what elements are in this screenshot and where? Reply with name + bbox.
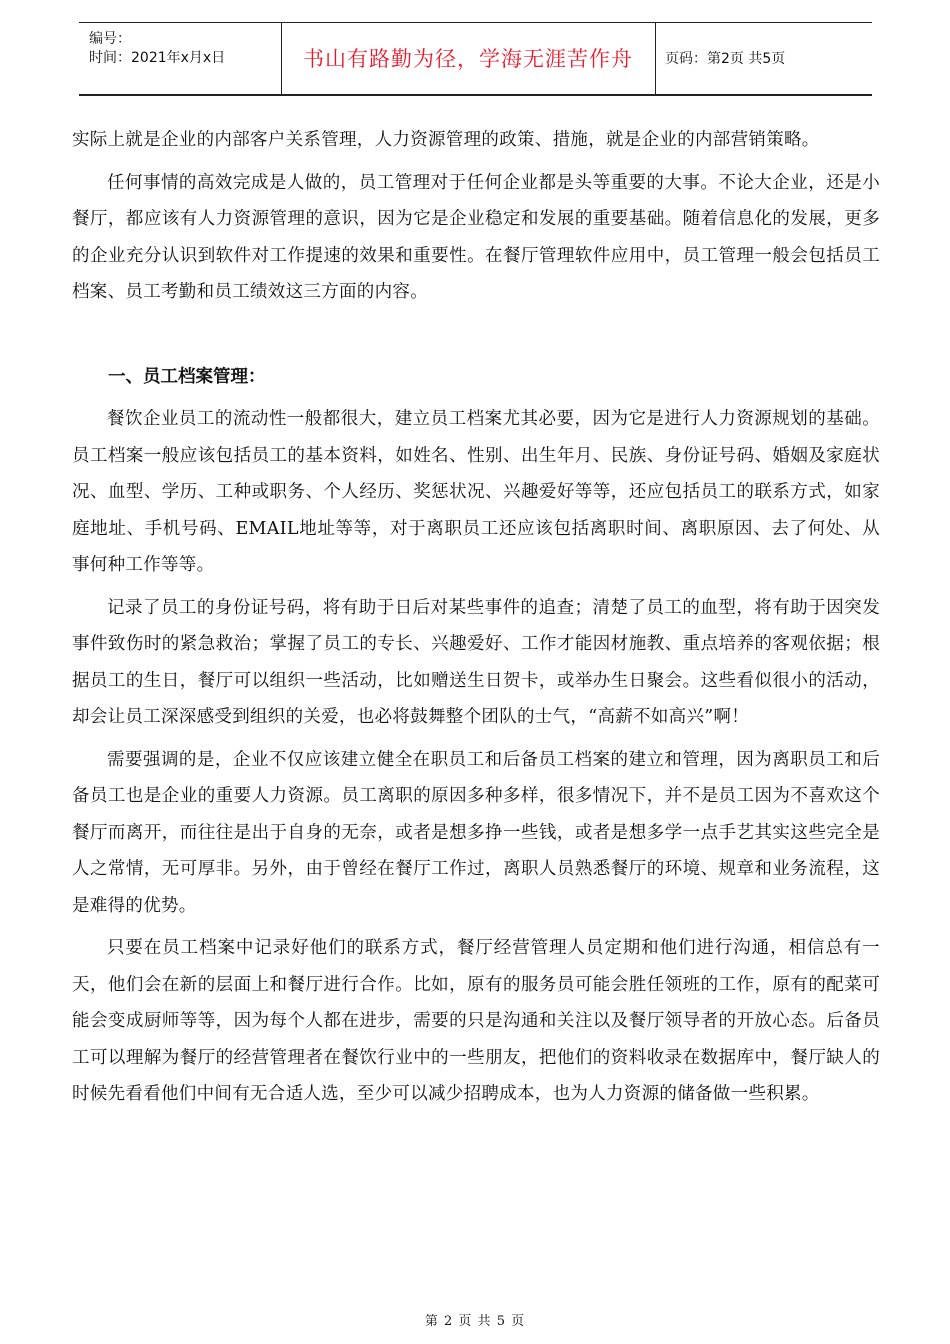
- document-number-label: 编号：: [89, 31, 131, 47]
- page-header: [79, 22, 872, 96]
- paragraph-contact-records: 只要在员工档案中记录好他们的联系方式，餐厅经营管理人员定期和他们进行沟通，相信总有一天，他们会在新的层面上和餐厅进行合作。比如，原有的服务员可能会胜任领班的工作，原有的配菜可能会变成厨师等等，因为每个人都在进步，需要的只是沟通和关注以及餐厅领导者的开放心态。后备员工可以理解为餐厅的经营管理者在餐饮行业中的一些朋友，把他们的资料收录在数据库中，餐厅缺人的时候先看看他们中间有无合适人选，至少可以减少招聘成本，也为人力资源的储备做一些积累。: [72, 938, 880, 1104]
- header-bottom-rule: [79, 94, 872, 96]
- paragraph-archive-contents: 餐饮企业员工的流动性一般都很大，建立员工档案尤其必要，因为它是进行人力资源规划的基础。员工档案一般应该包括员工的基本资料，如姓名、性别、出生年月、民族、身份证号码、婚姻及家庭状况、血型、学历、工种或职务、个人经历、奖惩状况、兴趣爱好等等，还应包括员工的联系方式，如家庭地址、手机号码、EMAIL地址等等，对于离职员工还应该包括离职时间、离职原因、去了何处、从事何种工作等等。: [72, 409, 880, 575]
- document-body: [72, 122, 880, 1113]
- section-heading: 一、员工档案管理：: [108, 366, 266, 387]
- paragraph-intro: 任何事情的高效完成是人做的，员工管理对于任何企业都是头等重要的大事。不论大企业，还是小餐厅，都应该有人力资源管理的意识，因为它是企业稳定和发展的重要基础。随着信息化的发展，更多的企业充分认识到软件对工作提速的效果和重要性。在餐厅管理软件应用中，员工管理一般会包括员工档案、员工考勤和员工绩效这三方面的内容。: [72, 172, 880, 302]
- header-page-info: 页码：第2页 共5页: [665, 51, 786, 67]
- page-footer: 第 2 页 共 5 页: [424, 1314, 526, 1329]
- header-motto: 书山有路勤为径，学海无涯苦作舟: [303, 47, 633, 71]
- header-meta: [89, 30, 281, 68]
- paragraph-continued: 实际上就是企业的内部客户关系管理，人力资源管理的政策、措施，就是企业的内部营销策略。: [72, 130, 820, 150]
- paragraph-former-staff: 需要强调的是，企业不仅应该建立健全在职员工和后备员工档案的建立和管理，因为离职员工和后备员工也是企业的重要人力资源。员工离职的原因多种多样，很多情况下，并不是员工因为不喜欢这个餐厅而离开，而往往是出于自身的无奈，或者是想多挣一些钱，或者是想多学一点手艺其实这些完全是人之常情，无可厚非。另外，由于曾经在餐厅工作过，离职人员熟悉餐厅的环境、规章和业务流程，这是难得的优势。: [72, 749, 880, 916]
- document-time-label: 时间：2021年x月x日: [89, 50, 226, 66]
- header-divider-right: [655, 23, 656, 94]
- paragraph-archive-benefits: 记录了员工的身份证号码，将有助于日后对某些事件的追查；清楚了员工的血型，将有助于因突发事件致伤时的紧急救治；掌握了员工的专长、兴趣爱好、工作才能因材施教、重点培养的客观依据；根据员工的生日，餐厅可以组织一些活动，比如赠送生日贺卡，或举办生日聚会。这些看似很小的活动，却会让员工深深感受到组织的关爱，也必将鼓舞整个团队的士气，“高薪不如高兴”啊！: [72, 597, 880, 727]
